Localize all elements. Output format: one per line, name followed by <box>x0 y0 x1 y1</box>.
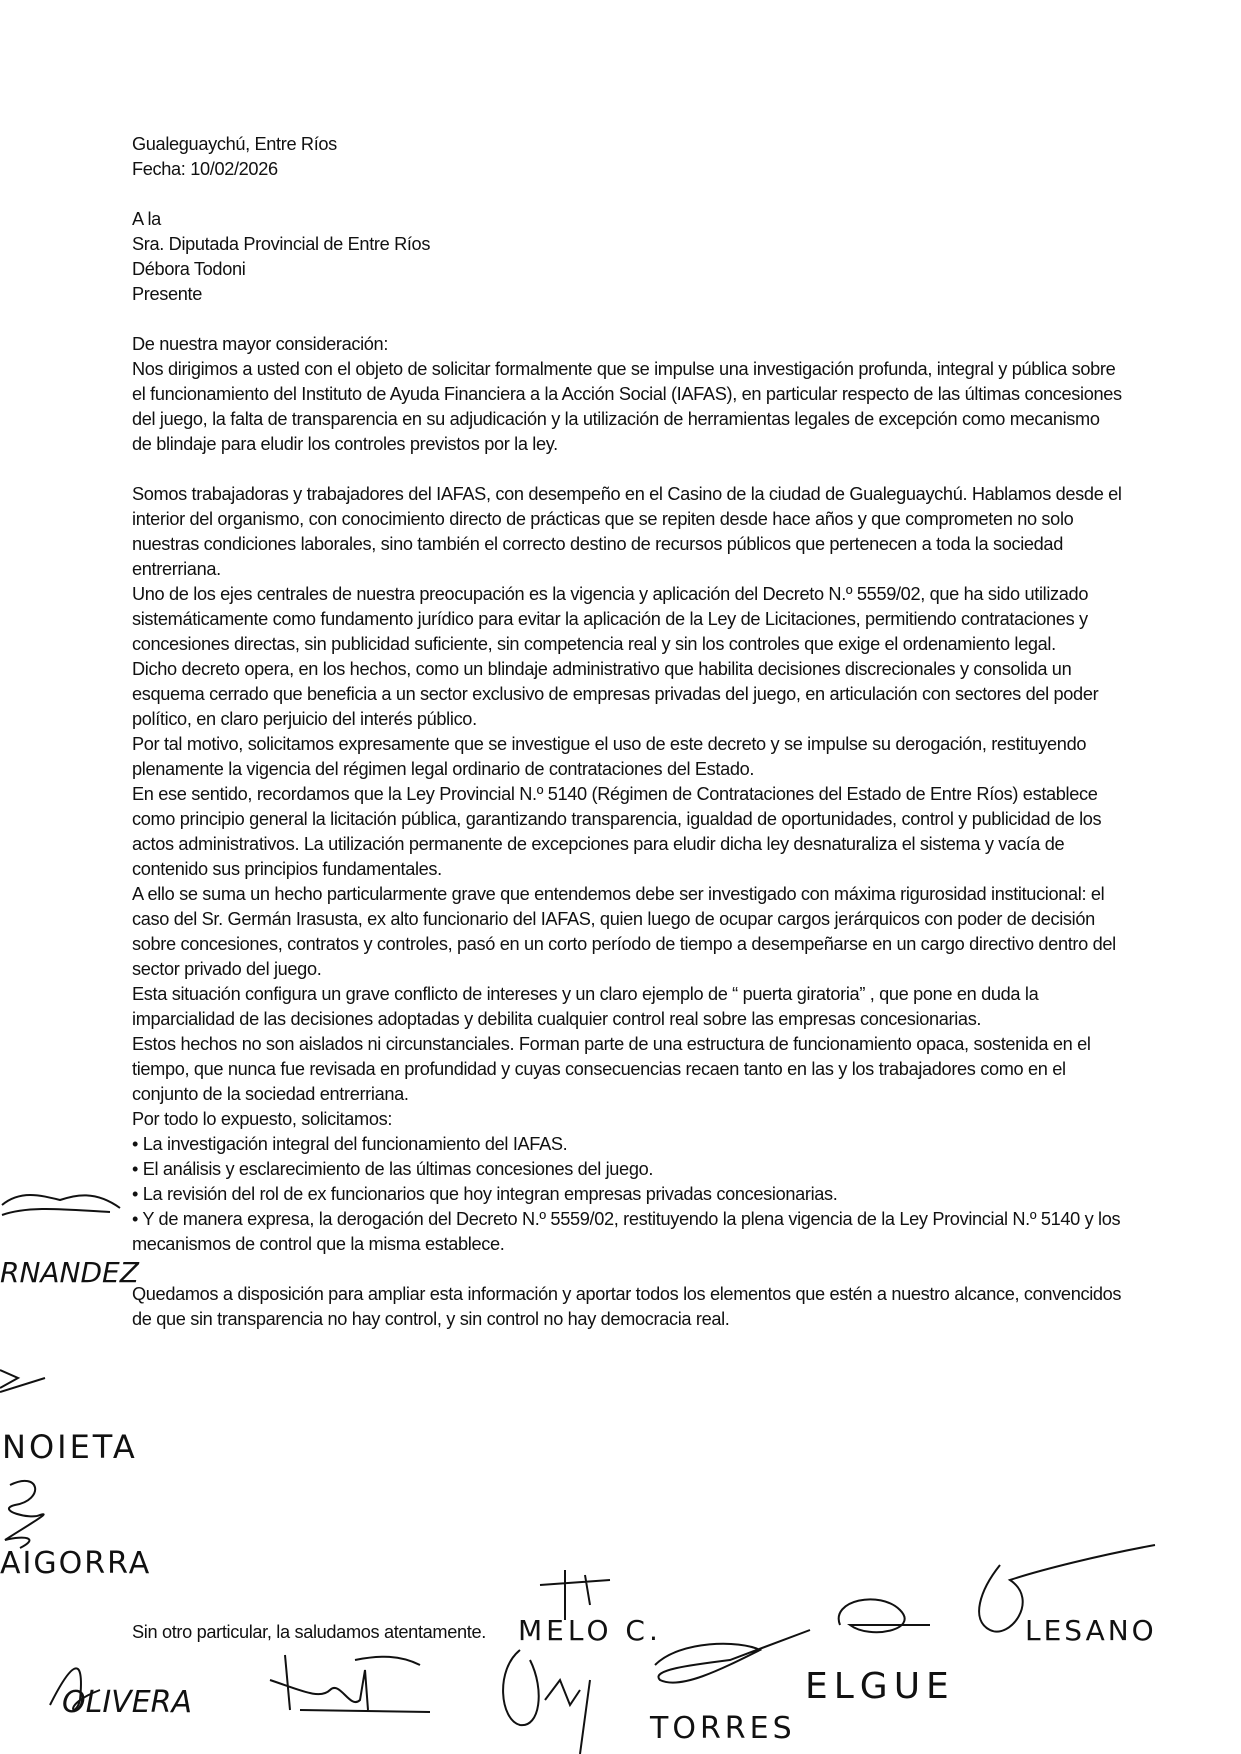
recipient-line-2: Sra. Diputada Provincial de Entre Ríos <box>132 234 431 254</box>
recipient-line-4: Presente <box>132 284 202 304</box>
signature-elgue <box>805 1666 955 1707</box>
list-item: • La investigación integral del funcionamiento del IAFAS. <box>132 1132 1122 1157</box>
date-line: Fecha: 10/02/2026 <box>132 159 278 179</box>
signature-lesano-text: LESANO <box>1025 1614 1157 1647</box>
signature-melo <box>518 1570 662 1647</box>
signature-hernandez-text: RNANDEZ <box>0 1256 139 1289</box>
greeting: De nuestra mayor consideración: <box>132 334 389 354</box>
signature-torres-text: TORRES <box>650 1711 796 1746</box>
signature-noieta <box>2 1428 138 1466</box>
signature-aigorra <box>0 1546 151 1581</box>
paragraph-5: Por tal motivo, solicitamos expresamente que se investigue el uso de este decreto y se impulse su derogación, restituyendo plenamente la vigencia del régimen legal ordinario de contrataciones del Estado. <box>132 734 1087 779</box>
signature-center <box>503 1650 590 1754</box>
recipient-name: Débora Todoni <box>132 259 246 279</box>
list-item: • La revisión del rol de ex funcionarios que hoy integran empresas privadas concesionarias. <box>132 1182 1122 1207</box>
signature-lesano <box>839 1545 1157 1647</box>
paragraph-6: En ese sentido, recordamos que la Ley Provincial N.º 5140 (Régimen de Contrataciones del Estado de Entre Ríos) establece como principio general la licitación pública, garantizando transparencia, igualdad de oportunidades, control y publicidad de los actos administrativos. La utilización permanente de excepciones para eludir dicha ley desnaturaliza el sistema y vacía de contenido sus principios fundamentales. <box>132 784 1102 879</box>
place-line: Gualeguaychú, Entre Ríos <box>132 134 337 154</box>
recipient-block <box>132 207 1122 307</box>
paragraph-2: Somos trabajadoras y trabajadores del IAFAS, con desempeño en el Casino de la ciudad de Gualeguaychú. Hablamos desde el interior del organismo, con conocimiento directo de prácticas que se repiten desde hace años y que comprometen no solo nuestras condiciones laborales, sino también el correcto destino de recursos públicos que pertenecen a toda la sociedad entrerriana. <box>132 484 1122 579</box>
intro-block <box>132 332 1122 457</box>
signature-torres <box>649 1630 810 1746</box>
header-block <box>132 132 1122 182</box>
recipient-line-1: A la <box>132 209 161 229</box>
paragraph-9: Estos hechos no son aislados ni circunstanciales. Forman parte de una estructura de funcionamiento opaca, sostenida en el tiempo, que nunca fue revisada en profundidad y cuyas consecuencias recaen tanto en las y los trabajadores como en el conjunto de la sociedad entrerriana. <box>132 1034 1091 1104</box>
signature-scribble <box>5 1481 44 1548</box>
paragraph-4: Dicho decreto opera, en los hechos, como un blindaje administrativo que habilita decisiones discrecionales y consolida un esquema cerrado que beneficia a un sector exclusivo de empresas privadas del juego, en articulación con sectores del poder político, en claro perjuicio del interés público. <box>132 659 1099 729</box>
closing-line: Sin otro particular, la saludamos atentamente. <box>132 1622 486 1643</box>
signature-olivera-text: OLIVERA <box>62 1685 193 1720</box>
paragraph-10: Quedamos a disposición para ampliar esta información y aportar todos los elementos que estén a nuestro alcance, convencidos de que sin transparencia no hay control, y sin control no hay democracia real. <box>132 1284 1122 1329</box>
signature-center-left <box>270 1655 430 1712</box>
list-item: • Y de manera expresa, la derogación del Decreto N.º 5559/02, restituyendo la plena vigencia de la Ley Provincial N.º 5140 y los mecanismos de control que la misma establece. <box>132 1207 1122 1257</box>
signature-hernandez <box>0 1195 140 1289</box>
paragraph-3: Uno de los ejes centrales de nuestra preocupación es la vigencia y aplicación del Decreto N.º 5559/02, que ha sido utilizado sistemáticamente como fundamento jurídico para evitar la aplicación de la Ley de Licitaciones, permitiendo contrataciones y concesiones directas, sin publicidad suficiente, sin competencia real y sin los controles que exige el ordenamiento legal. <box>132 584 1089 654</box>
paragraph-7: A ello se suma un hecho particularmente grave que entendemos debe ser investigado con máxima rigurosidad institucional: el caso del Sr. Germán Irasusta, ex alto funcionario del IAFAS, quien luego de ocupar cargos jerárquicos con poder de decisión sobre concesiones, contratos y controles, pasó en un corto período de tiempo a desempeñarse en un cargo directivo dentro del sector privado del juego. <box>132 884 1116 979</box>
list-item: • El análisis y esclarecimiento de las últimas concesiones del juego. <box>132 1157 1122 1182</box>
signature-melo-text: MELO C. <box>518 1614 662 1647</box>
paragraph-8: Esta situación configura un grave conflicto de intereses y un claro ejemplo de “ puerta giratoria” , que pone en duda la imparcialidad de las decisiones adoptadas y debilita cualquier control real sobre las empresas concesionarias. <box>132 984 1039 1029</box>
signature-olivera <box>50 1668 192 1720</box>
letter-body <box>132 132 1122 1332</box>
signature-elgue-text: ELGUE <box>805 1666 955 1707</box>
signature-aigorra-text: AIGORRA <box>0 1546 152 1581</box>
request-list <box>132 1132 1122 1257</box>
paragraph-1: Nos dirigimos a usted con el objeto de solicitar formalmente que se impulse una investigación profunda, integral y pública sobre el funcionamiento del Instituto de Ayuda Financiera a la Acción Social (IAFAS), en particular respecto de las últimas concesiones del juego, la falta de transparencia en su adjudicación y la utilización de herramientas legales de excepción como mecanismo de blindaje para eludir los controles previstos por la ley. <box>132 359 1122 454</box>
request-list-block <box>132 1107 1122 1257</box>
signature-left-mark <box>0 1370 45 1392</box>
signature-noieta-text: NOIETA <box>2 1428 138 1466</box>
list-intro: Por todo lo expuesto, solicitamos: <box>132 1109 393 1129</box>
